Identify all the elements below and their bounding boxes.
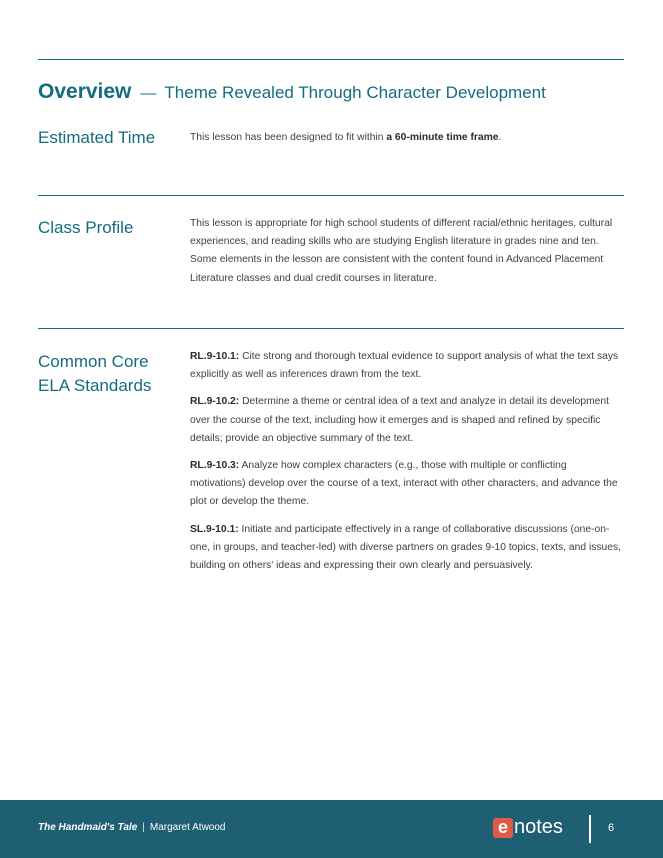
standard-text: Determine a theme or central idea of a text and analyze in detail its development over the course of the text, including how it emerges and is shaped and refined by specific details; provide an objective summary of the text. [190, 396, 609, 444]
footer-book-title: The Handmaid's Tale [38, 822, 138, 833]
standards-list [190, 348, 624, 584]
enotes-logo-e: e [493, 818, 513, 838]
standard-item [190, 348, 624, 384]
footer-separator: | [142, 822, 145, 833]
page-number: 6 [607, 822, 615, 834]
section-rule-2 [38, 328, 624, 329]
standards-label-line2: ELA Standards [38, 376, 152, 395]
title-dash: — [140, 85, 157, 102]
class-profile-label: Class Profile [38, 218, 134, 237]
title-subtitle: Theme Revealed Through Character Development [164, 83, 546, 102]
page-footer [0, 800, 663, 858]
standard-item [190, 521, 624, 576]
standard-code: RL.9-10.3: [190, 460, 240, 472]
standard-text: Initiate and participate effectively in a range of collaborative discussions (one-on-one, in groups, and teacher-led) with diverse partners on grades 9-10 topics, texts, and issues, building on others' ideas and expressing their own clearly and persuasively. [190, 523, 621, 572]
section-rule-1 [38, 195, 624, 196]
title-main: Overview [38, 80, 132, 103]
estimated-time-text-before: This lesson has been designed to fit within [190, 132, 387, 143]
enotes-logo-text: notes [514, 816, 563, 838]
estimated-time-label: Estimated Time [38, 128, 156, 147]
estimated-time-text-after: . [498, 132, 502, 143]
standard-text: Cite strong and thorough textual evidence to support analysis of what the text says explicitly as well as inferences drawn from the text. [190, 351, 619, 381]
standard-code: RL.9-10.1: [190, 351, 240, 362]
standards-label [38, 350, 178, 398]
footer-author: Margaret Atwood [149, 822, 226, 833]
estimated-time-text-bold: a 60-minute time frame [386, 132, 499, 143]
class-profile-text: This lesson is appropriate for high school students of different racial/ethnic heritages, cultural experiences, and reading skills who are studying English literature in grades nine and ten. Some elements in the lesson are consistent with the content found in Advanced Placement Literature classes and dual credit courses in literature. [190, 218, 613, 284]
footer-book-info [38, 822, 225, 833]
footer-divider [589, 815, 591, 843]
standard-item [190, 393, 624, 448]
estimated-time-text [190, 129, 624, 147]
top-rule [38, 59, 624, 60]
standard-code: SL.9-10.1: [190, 523, 239, 535]
standard-item [190, 457, 624, 512]
enotes-logo [493, 816, 563, 840]
page-title [38, 80, 546, 104]
standards-label-line1: Common Core [38, 352, 149, 371]
standard-code: RL.9-10.2: [190, 396, 240, 408]
standard-text: Analyze how complex characters (e.g., those with multiple or conflicting motivations) develop over the course of a text, interact with other characters, and advance the plot or develop the theme. [190, 460, 618, 508]
